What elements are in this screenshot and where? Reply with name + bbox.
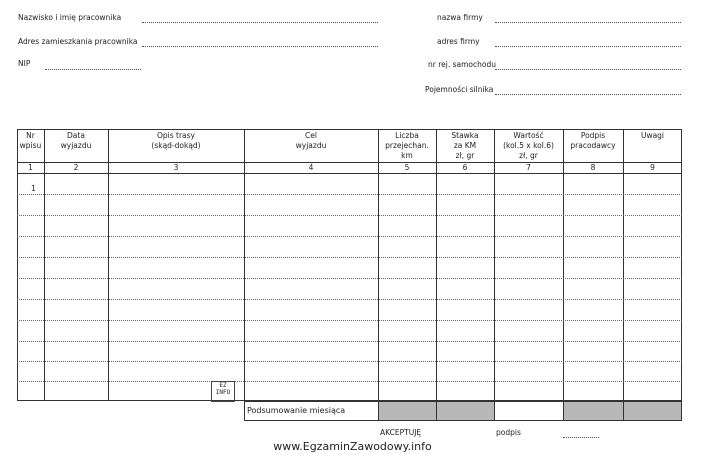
- row-number: 1: [31, 184, 36, 193]
- accept-label: AKCEPTUJĘ: [380, 428, 422, 437]
- company-address-label: adres firmy: [437, 37, 480, 46]
- employee-name-field[interactable]: [142, 22, 378, 23]
- column-number: 7: [526, 163, 531, 172]
- summary-signature-cell: [563, 401, 624, 421]
- table-row: [17, 381, 682, 382]
- header-notes: Uwagi: [640, 131, 665, 140]
- table-row: [17, 361, 682, 362]
- engine-capacity-label: Pojemności silnika: [425, 85, 494, 94]
- summary-value-cell[interactable]: [494, 401, 564, 421]
- vehicle-reg-label: nr rej. samochodu: [428, 60, 496, 69]
- header-rate-per-km: Stawka za KM zł, gr: [451, 131, 479, 160]
- column-number: 8: [590, 163, 596, 172]
- employee-address-label: Adres zamieszkania pracownika: [18, 37, 138, 46]
- signature-label: podpis: [496, 428, 521, 437]
- header-route-description: Opis trasy (skąd-dokąd): [151, 131, 201, 150]
- table-row: [17, 278, 682, 279]
- employee-address-field[interactable]: [142, 46, 378, 47]
- table-row: [17, 257, 682, 258]
- nip-field[interactable]: [45, 69, 141, 70]
- column-number: 6: [462, 163, 468, 172]
- column-number: 3: [173, 163, 179, 172]
- summary-km-cell: [378, 401, 437, 421]
- employee-name-label: Nazwisko i imię pracownika: [18, 13, 122, 22]
- nip-label: NIP: [18, 59, 31, 68]
- signature-field[interactable]: [563, 437, 599, 438]
- header-entry-number: Nr wpisu: [19, 131, 42, 150]
- table-row: [17, 236, 682, 237]
- watermark-logo: EZ INFO: [211, 381, 235, 402]
- engine-capacity-field[interactable]: [495, 94, 681, 95]
- column-number: 4: [308, 163, 314, 172]
- column-number: 9: [650, 163, 655, 172]
- company-address-field[interactable]: [495, 46, 681, 47]
- website-footer: www.EgzaminZawodowy.info: [273, 440, 432, 453]
- table-row: [17, 194, 682, 195]
- company-name-field[interactable]: [495, 22, 681, 23]
- column-number: 2: [73, 163, 79, 172]
- company-name-label: nazwa firmy: [437, 13, 483, 22]
- header-km-count: Liczba przejechan. km: [385, 131, 429, 160]
- table-row: [17, 320, 682, 321]
- column-number: 5: [404, 163, 410, 172]
- column-number-divider: [17, 173, 682, 174]
- table-row: [17, 299, 682, 300]
- table-row: [17, 215, 682, 216]
- table-row: [17, 341, 682, 342]
- vehicle-reg-field[interactable]: [495, 69, 681, 70]
- column-number: 1: [28, 163, 33, 172]
- summary-notes-cell: [623, 401, 682, 421]
- monthly-summary-label: Podsumowanie miesiąca: [247, 406, 346, 415]
- header-trip-purpose: Cel wyjazdu: [295, 131, 327, 150]
- header-employer-signature: Podpis pracodawcy: [570, 131, 616, 150]
- header-value: Wartość (kol.5 x kol.6) zł, gr: [503, 131, 554, 160]
- summary-rate-cell: [436, 401, 495, 421]
- header-departure-date: Data wyjazdu: [60, 131, 92, 150]
